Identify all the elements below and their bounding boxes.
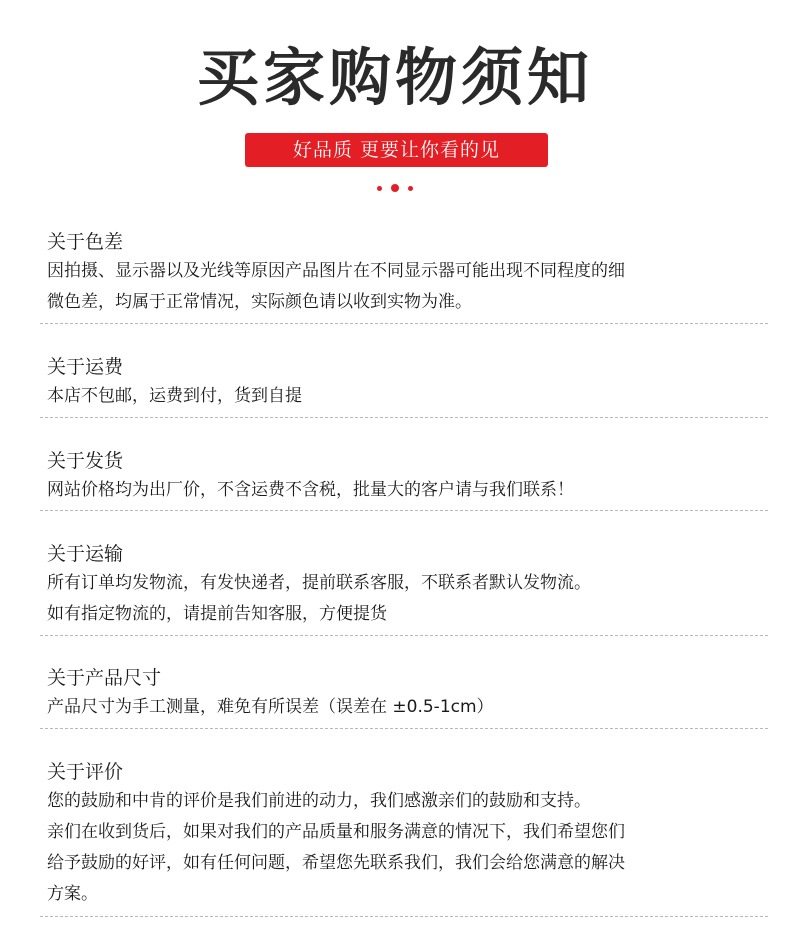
dot-icon [408, 186, 413, 191]
section-text: 微色差，均属于正常情况，实际颜色请以收到实物为准。 [47, 292, 472, 312]
section-transport [47, 540, 767, 630]
section-title: 关于运费 [47, 356, 124, 378]
section-text: 方案。 [47, 884, 98, 904]
section-text: 产品尺寸为手工测量，难免有所误差（误差在 ±0.5-1cm） [47, 697, 494, 717]
section-dispatch [47, 447, 767, 505]
decorative-dots [370, 183, 420, 193]
dot-icon [377, 186, 382, 191]
dashed-divider [40, 728, 768, 729]
section-title: 关于评价 [47, 761, 124, 783]
section-text: 所有订单均发物流，有发快递者，提前联系客服，不联系者默认发物流。 [47, 573, 591, 593]
section-text: 亲们在收到货后，如果对我们的产品质量和服务满意的情况下，我们希望您们 [47, 822, 625, 842]
dot-icon [391, 184, 399, 192]
section-title: 关于发货 [47, 450, 124, 472]
dashed-divider [40, 916, 768, 917]
section-product-size [47, 664, 767, 722]
section-title: 关于产品尺寸 [47, 667, 162, 689]
dashed-divider [40, 417, 768, 418]
section-text: 如有指定物流的，请提前告知客服，方便提货 [47, 604, 387, 624]
section-text: 本店不包邮，运费到付，货到自提 [47, 386, 302, 406]
section-text: 给予鼓励的好评，如有任何问题，希望您先联系我们，我们会给您满意的解决 [47, 853, 625, 873]
section-reviews [47, 758, 767, 910]
dashed-divider [40, 635, 768, 636]
section-text: 网站价格均为出厂价，不含运费不含税，批量大的客户请与我们联系！ [47, 480, 574, 500]
page-title: 买家购物须知 [196, 41, 593, 114]
dashed-divider [40, 323, 768, 324]
section-title: 关于运输 [47, 543, 124, 565]
dashed-divider [40, 510, 768, 511]
subtitle-badge: 好品质 更要让你看的见 [245, 133, 548, 167]
section-shipping-fee [47, 353, 767, 411]
section-text: 您的鼓励和中肯的评价是我们前进的动力，我们感激亲们的鼓励和支持。 [47, 791, 591, 811]
section-title: 关于色差 [47, 231, 124, 253]
section-color-difference [47, 228, 767, 318]
section-text: 因拍摄、显示器以及光线等原因产品图片在不同显示器可能出现不同程度的细 [47, 261, 625, 281]
